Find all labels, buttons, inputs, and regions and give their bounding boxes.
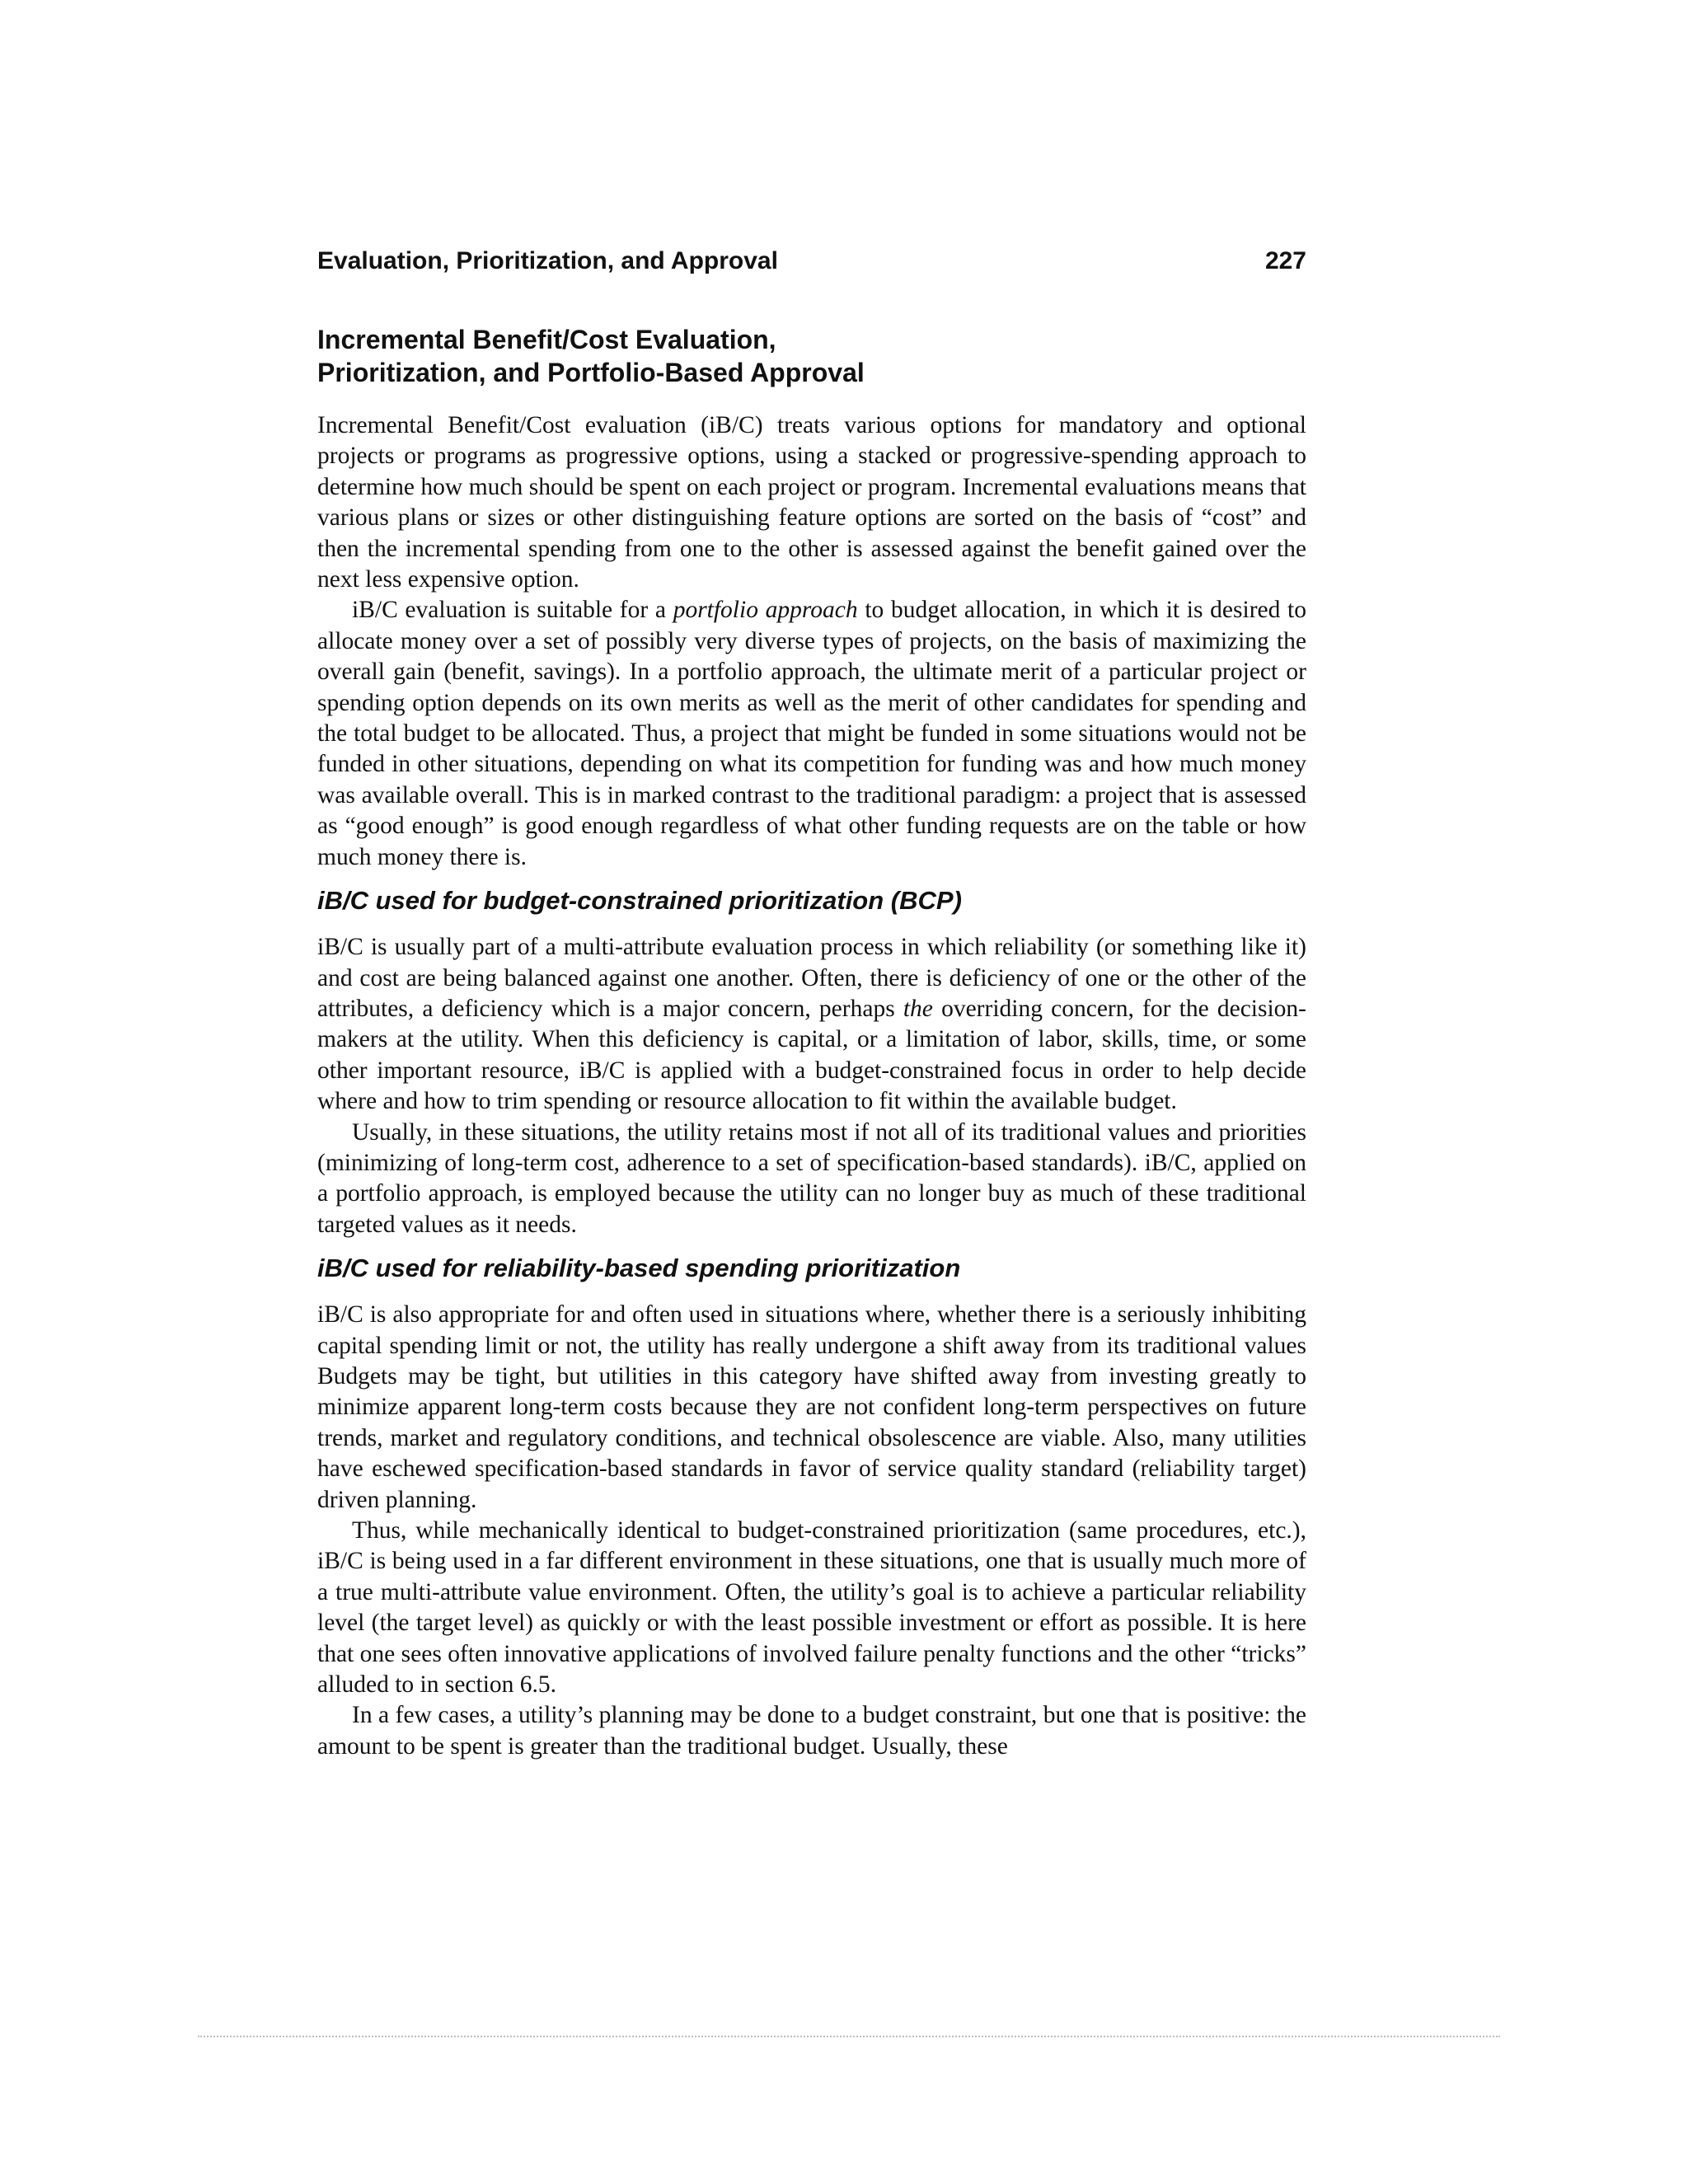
bcp-paragraph-1-end: overriding concern, for the decision-makers at the utility. When this deficiency is capital, or a limitation of labor, skills, time, or some other important resource, iB/C is applied with a budget-constrained focus in order to help decide where and how to trim spending or resource allocation to fit within the available budget. (317, 995, 1306, 1115)
book-page (317, 247, 1306, 1762)
section-title-line-1: Incremental Benefit/Cost Evaluation, (317, 325, 776, 354)
bcp-paragraph-1-start: iB/C is usually part of a multi-attribute evaluation process in which reliability (or something like it) and cost are being balanced against one another. Often, there is deficiency of one or the other of the attributes, a deficiency which is a major concern, perhaps (317, 934, 1306, 1022)
scan-footer-line (198, 2036, 1500, 2037)
bcp-paragraph-2: Usually, in these situations, the utility retains most if not all of its traditional values and priorities (minimizing of long-term cost, adherence to a set of specification-based standards). iB/C, applied on a portfolio approach, is employed because the utility can no longer buy as much of these traditional targeted values as it needs. (317, 1118, 1306, 1238)
section-title (317, 323, 1306, 389)
page-number: 227 (1264, 247, 1306, 274)
intro-paragraph-1: Incremental Benefit/Cost evaluation (iB/C) treats various options for mandatory and optional projects or programs as progressive options, using a stacked or progressive-spending approach to determine how much should be spent on each project or program. Incremental evaluations means that various plans or sizes or other distinguishing feature options are sorted on the basis of “cost” and then the incremental spending from one to the other is assessed against the benefit gained over the next less expensive option. (317, 412, 1306, 593)
the-emphasis: the (903, 995, 933, 1022)
running-head (317, 247, 1306, 284)
reliability-paragraph-2: Thus, while mechanically identical to budget-constrained prioritization (same procedures, etc.), iB/C is being used in a far different environment in these situations, one that is usually much more of a true multi-attribute value environment. Often, the utility’s goal is to achieve a particular reliability level (the target level) as quickly or with the least possible investment or effort as possible. It is here that one sees often innovative applications of involved failure penalty functions and the other “tricks” alluded to in section 6.5. (317, 1517, 1306, 1699)
intro-paragraph-2-start: iB/C evaluation is suitable for a (352, 597, 673, 624)
running-head-title: Evaluation, Prioritization, and Approval (317, 247, 778, 274)
intro-paragraph-2 (317, 595, 1306, 873)
portfolio-approach-emphasis: portfolio approach (673, 597, 858, 624)
subsection-heading-bcp: iB/C used for budget-constrained prioritization (BCP) (317, 886, 962, 916)
reliability-paragraph-1: iB/C is also appropriate for and often used in situations where, whether there is a seriously inhibiting capital spending limit or not, the utility has really undergone a shift away from its traditional values Budgets may be tight, but utilities in this category have shifted away from investing greatly to minimize apparent long-term costs because they are not confident long-term perspectives on future trends, market and regulatory conditions, and technical obsolescence are viable. Also, many utilities have eschewed specification-based standards in favor of service quality standard (reliability target) driven planning. (317, 1301, 1306, 1513)
subsection-heading-reliability: iB/C used for reliability-based spending prioritization (317, 1254, 961, 1283)
intro-paragraph-2-end: to budget allocation, in which it is desired to allocate money over a set of possibly very diverse types of projects, on the basis of maximizing the overall gain (benefit, savings). In a portfolio approach, the ultimate merit of a particular project or spending option depends on its own merits as well as the merit of other candidates for spending and the total budget to be allocated. Thus, a project that might be funded in some situations would not be funded in other situations, depending on what its competition for funding was and how much money was available overall. This is in marked contrast to the traditional paradigm: a project that is assessed as “good enough” is good enough regardless of what other funding requests are on the table or how much money there is. (317, 597, 1306, 870)
reliability-paragraph-3: In a few cases, a utility’s planning may be done to a budget constraint, but one that is positive: the amount to be spent is greater than the traditional budget. Usually, these (317, 1702, 1306, 1760)
section-title-line-2: Prioritization, and Portfolio-Based Approval (317, 358, 865, 387)
bcp-paragraph-1 (317, 932, 1306, 1117)
